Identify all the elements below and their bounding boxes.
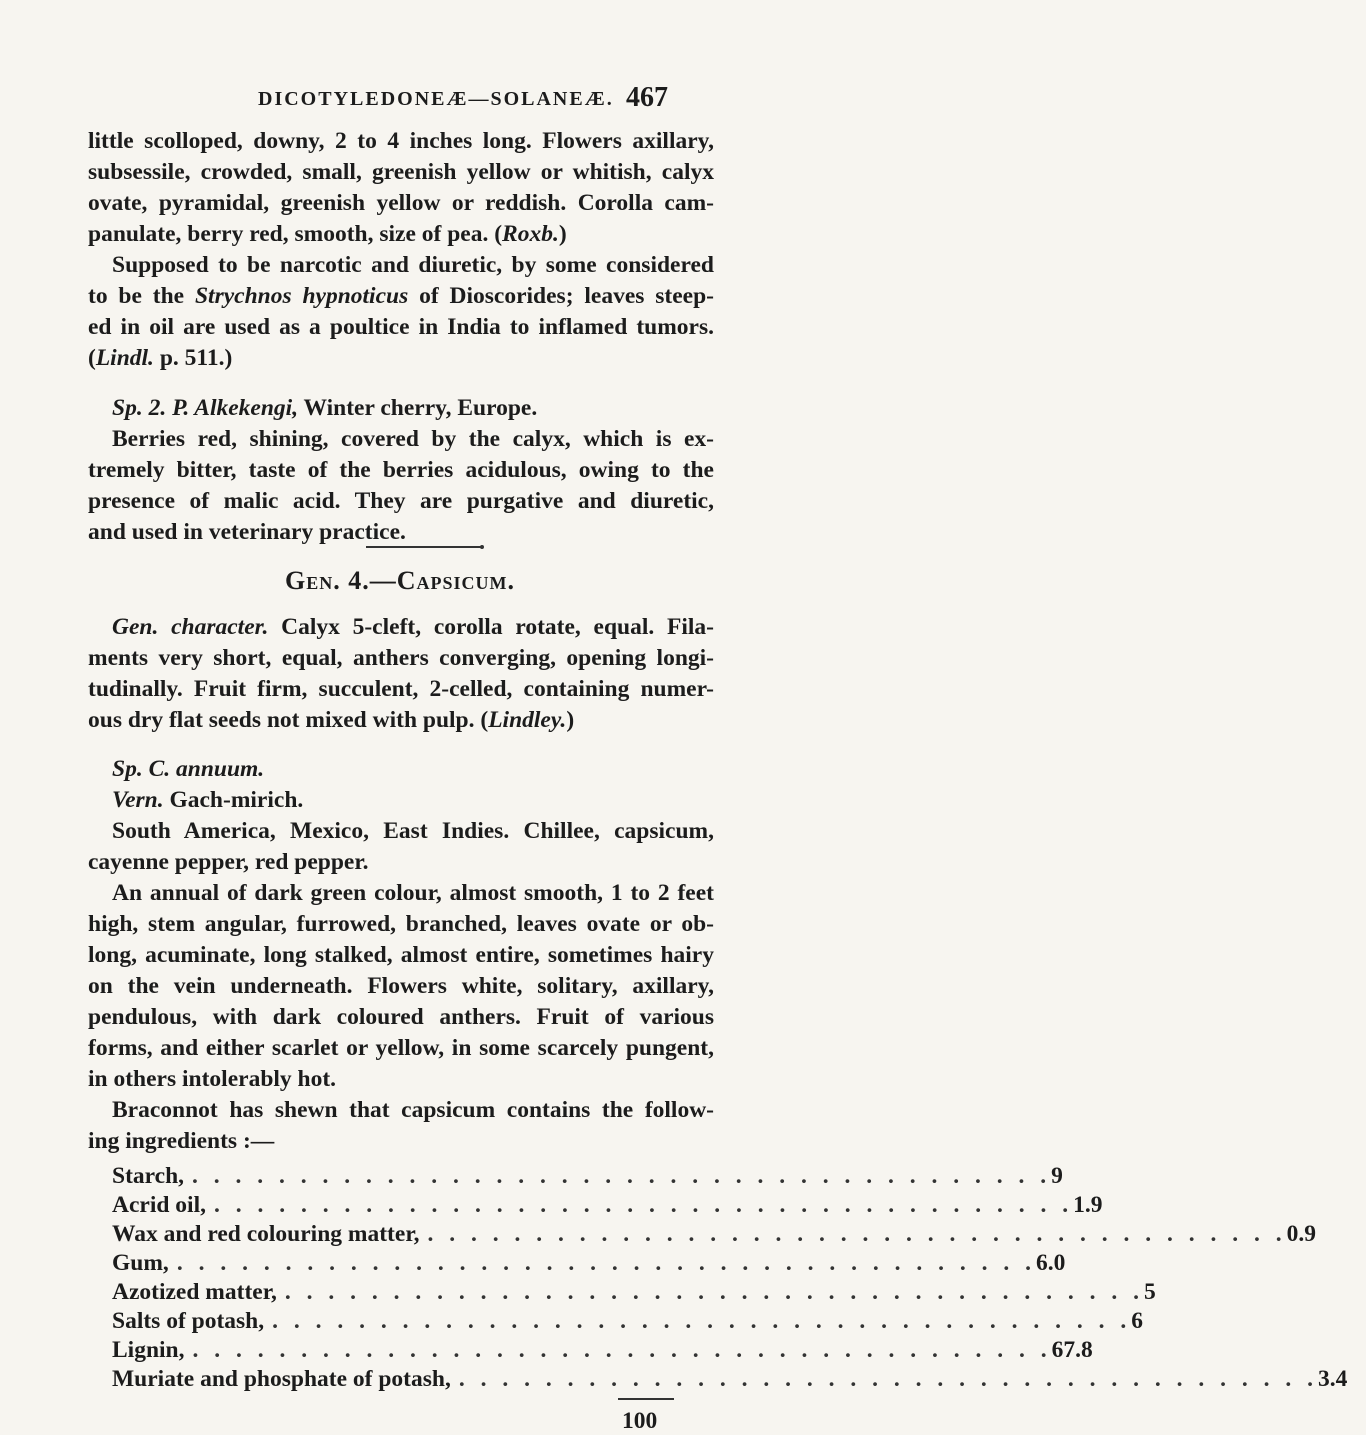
text-line: ing ingredients :— [88,1128,275,1154]
ingredient-row [112,1336,1093,1364]
section-divider [366,546,482,548]
ingredient-name: Salts of potash, [112,1308,265,1334]
leader-dots: . . . . . . . . . . . . . . . . . . . . . . . . . . . . . . . . . . . . . . . . [192,1337,1052,1363]
text-line: to be the Strychnos hypnoticus of Dioscorides; leaves steep- [88,283,714,309]
citation: Roxb. [502,221,559,247]
ingredient-name: Starch, [112,1163,185,1189]
text-line: (Lindl. p. 511.) [88,345,233,371]
text-line: and used in veterinary practice. [88,519,406,545]
ingredient-name: Azotized matter, [112,1279,277,1305]
text-line: An annual of dark green colour, almost smooth, 1 to 2 feet [112,880,714,906]
leader-dots: . . . . . . . . . . . . . . . . . . . . . . . . . . . . . . . . . . . . . . . . [272,1308,1132,1334]
text-line: long, acuminate, long stalked, almost entire, sometimes hairy [88,942,714,968]
running-head [258,82,668,113]
genus-heading: Gen. 4.—Capsicum. [284,566,515,595]
text-line: high, stem angular, furrowed, branched, leaves ovate or ob- [88,911,714,937]
ingredient-value: 5 [1144,1279,1156,1305]
text-line: presence of malic acid. They are purgative and diuretic, [88,488,714,514]
leader-dots: . . . . . . . . . . . . . . . . . . . . . . . . . . . . . . . . . . . . . . . . [176,1250,1036,1276]
ingredient-row [112,1278,1156,1306]
ingredient-row [112,1307,1144,1335]
text-line: ed in oil are used as a poultice in India to inflamed tumors. [88,314,714,340]
text-line: little scolloped, downy, 2 to 4 inches long. Flowers axillary, [88,128,714,154]
species-name: Alkekengi, [194,395,299,421]
text-line: Braconnot has shewn that capsicum contains the follow- [112,1097,714,1123]
text-line: on the vein underneath. Flowers white, solitary, axillary, [88,973,714,999]
text-line: ovate, pyramidal, greenish yellow or reddish. Corolla cam- [88,190,714,216]
text-line: forms, and either scarlet or yellow, in some scarcely pungent, [88,1035,714,1061]
text-line: Gen. character. Calyx 5-cleft, corolla rotate, equal. Fila- [112,614,714,640]
leader-dots: . . . . . . . . . . . . . . . . . . . . . . . . . . . . . . . . . . . . . . . . [214,1192,1074,1218]
text-line: ous dry flat seeds not mixed with pulp. (Lindley.) [88,707,575,733]
citation: Lindley. [488,707,567,733]
ingredient-value: 67.8 [1051,1337,1093,1363]
species-heading: Sp. C. annuum. [112,756,265,782]
ingredient-value: 0.9 [1286,1221,1316,1247]
text-line: pendulous, with dark coloured anthers. Fruit of various [88,1004,714,1030]
ingredient-name: Gum, [112,1250,169,1276]
ingredient-value: 9 [1051,1163,1063,1189]
ingredient-value: 1.9 [1073,1192,1103,1218]
text-line: subsessile, crowded, small, greenish yellow or whitish, calyx [88,159,714,185]
ingredient-value: 6 [1131,1308,1144,1334]
leader-dots: . . . . . . . . . . . . . . . . . . . . . . . . . . . . . . . . . . . . . . . . [284,1279,1144,1305]
ingredient-row [112,1220,1316,1248]
ingredient-row [112,1162,1063,1190]
ingredients-total: 100 [622,1408,658,1434]
ingredient-name: Acrid oil, [112,1192,206,1218]
ingredient-value: 6.0 [1035,1250,1066,1276]
species-heading: Sp. 2. P. Alkekengi, Winter cherry, Europe. [112,395,538,421]
ingredient-row [112,1365,1348,1393]
page-number: 467 [626,82,668,113]
ingredient-row [112,1249,1066,1277]
citation: Lindl. [95,345,154,371]
text-line: tudinally. Fruit firm, succulent, 2-celled, containing numer- [88,676,714,702]
text-line: Supposed to be narcotic and diuretic, by some considered [112,252,714,278]
leader-dots: . . . . . . . . . . . . . . . . . . . . . . . . . . . . . . . . . . . . . . . . [192,1163,1052,1189]
text-line: South America, Mexico, East Indies. Chillee, capsicum, [112,818,714,844]
text-line: Berries red, shining, covered by the calyx, which is ex- [112,426,714,452]
ingredient-name: Wax and red colouring matter, [112,1221,420,1247]
ingredient-name: Lignin, [112,1337,185,1363]
species-name: Strychnos hypnoticus [194,283,409,309]
ingredient-value: 3.4 [1317,1366,1348,1392]
running-head-title: DICOTYLEDONEÆ—SOLANEÆ. [258,88,614,110]
vernacular-line: Vern. Gach-mirich. [112,787,304,813]
ingredient-row [112,1191,1103,1219]
text-line: ments very short, equal, anthers converging, opening longi- [88,645,714,671]
total-rule [618,1398,674,1400]
text-line: cayenne pepper, red pepper. [88,849,369,875]
text-line: in others intolerably hot. [88,1066,337,1092]
text-line: panulate, berry red, smooth, size of pea. (Roxb.) [88,221,567,247]
leader-dots: . . . . . . . . . . . . . . . . . . . . . . . . . . . . . . . . . . . . . . . . [427,1221,1287,1247]
ingredient-name: Muriate and phosphate of potash, [112,1366,451,1392]
text-line: tremely bitter, taste of the berries acidulous, owing to the [88,457,714,483]
leader-dots: . . . . . . . . . . . . . . . . . . . . . . . . . . . . . . . . . . . . . . . . [458,1366,1318,1392]
